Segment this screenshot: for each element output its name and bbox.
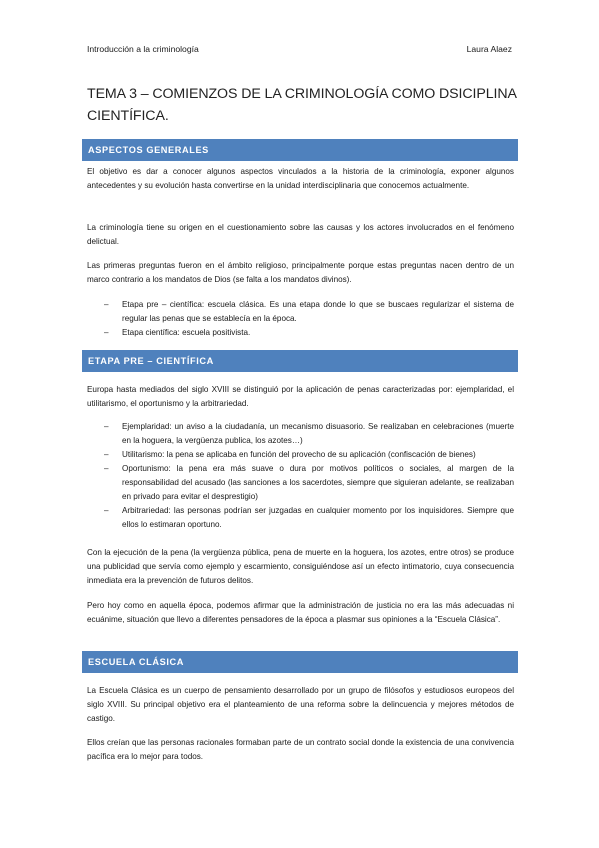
paragraph: El objetivo es dar a conocer algunos aspectos vinculados a la historia de la criminología, exponer algunos antecedentes y su evolución hasta convertirse en la unidad interdisciplinaria que conocemos actualmente. bbox=[87, 167, 514, 190]
paragraph: Pero hoy como en aquella época, podemos afirmar que la administración de justicia no era las más adecuadas ni ecuánime, situación que llevo a diferentes pensadores de la época a plasmar sus opiniones a la “Escuela Clásica”. bbox=[87, 601, 514, 624]
paragraph: Ellos creían que las personas racionales formaban parte de un contrato social donde la existencia de una convivencia pacífica era lo mejor para todos. bbox=[87, 738, 514, 761]
list-item: – Etapa científica: escuela positivista. bbox=[104, 326, 514, 340]
page-header bbox=[87, 44, 512, 58]
header-course-title: Introducción a la criminología bbox=[87, 44, 199, 54]
document-title: TEMA 3 – COMIENZOS DE LA CRIMINOLOGÍA COMO DSICIPLINA CIENTÍFICA. bbox=[87, 86, 517, 124]
paragraph: Las primeras preguntas fueron en el ámbito religioso, principalmente porque estas preguntas nacen dentro de un marco contrario a los mandatos de Dios (se falta a los mandatos divinos). bbox=[87, 261, 514, 284]
section-heading-etapa-pre-cientifica: ETAPA PRE – CIENTÍFICA bbox=[82, 350, 518, 372]
list-item: – Utilitarismo: la pena se aplicaba en función del provecho de su aplicación (confiscación de bienes) bbox=[104, 448, 514, 462]
bullet-list bbox=[104, 298, 514, 340]
list-item: – Etapa pre – científica: escuela clásica. Es una etapa donde lo que se buscaes regularizar el sistema de regular las penas que se establecía en la época. bbox=[104, 298, 514, 326]
paragraph: La criminología tiene su origen en el cuestionamiento sobre las causas y los actores involucrados en el fenómeno delictual. bbox=[87, 223, 514, 246]
header-author: Laura Alaez bbox=[466, 44, 512, 54]
paragraph: La Escuela Clásica es un cuerpo de pensamiento desarrollado por un grupo de filósofos y estudiosos europeos del siglo XVIII. Su principal objetivo era el planteamiento de una reforma sobre la delincuencia y mejores métodos de castigo. bbox=[87, 686, 514, 723]
list-item: – Arbitrariedad: las personas podrían ser juzgadas en cualquier momento por los inquisidores. Siempre que ellos lo estimaran oportuno. bbox=[104, 504, 514, 532]
list-item: – Oportunismo: la pena era más suave o dura por motivos políticos o sociales, al margen de la responsabilidad del acusado (las sanciones a los sacerdotes, siempre que siguieran adelante, se realizaban en privado para evitar el desprestigio) bbox=[104, 462, 514, 504]
paragraph: Europa hasta mediados del siglo XVIII se distinguió por la aplicación de penas caracterizadas por: ejemplaridad, el utilitarismo, el oportunismo y la arbitrariedad. bbox=[87, 385, 514, 408]
section-heading-escuela-clasica: ESCUELA CLÁSICA bbox=[82, 651, 518, 673]
list-item: – Ejemplaridad: un aviso a la ciudadanía, un mecanismo disuasorio. Se realizaban en celebraciones (muerte en la hoguera, la vergüenza publica, los azotes…) bbox=[104, 420, 514, 448]
section-heading-aspectos-generales: ASPECTOS GENERALES bbox=[82, 139, 518, 161]
paragraph: Con la ejecución de la pena (la vergüenza pública, pena de muerte en la hoguera, los azotes, entre otros) se produce una publicidad que servía como ejemplo y escarmiento, consiguiéndose así un efecto intimatorio, cuya consecuencia inmediata era la prevención de futuros delitos. bbox=[87, 548, 514, 585]
bullet-list bbox=[104, 420, 514, 532]
